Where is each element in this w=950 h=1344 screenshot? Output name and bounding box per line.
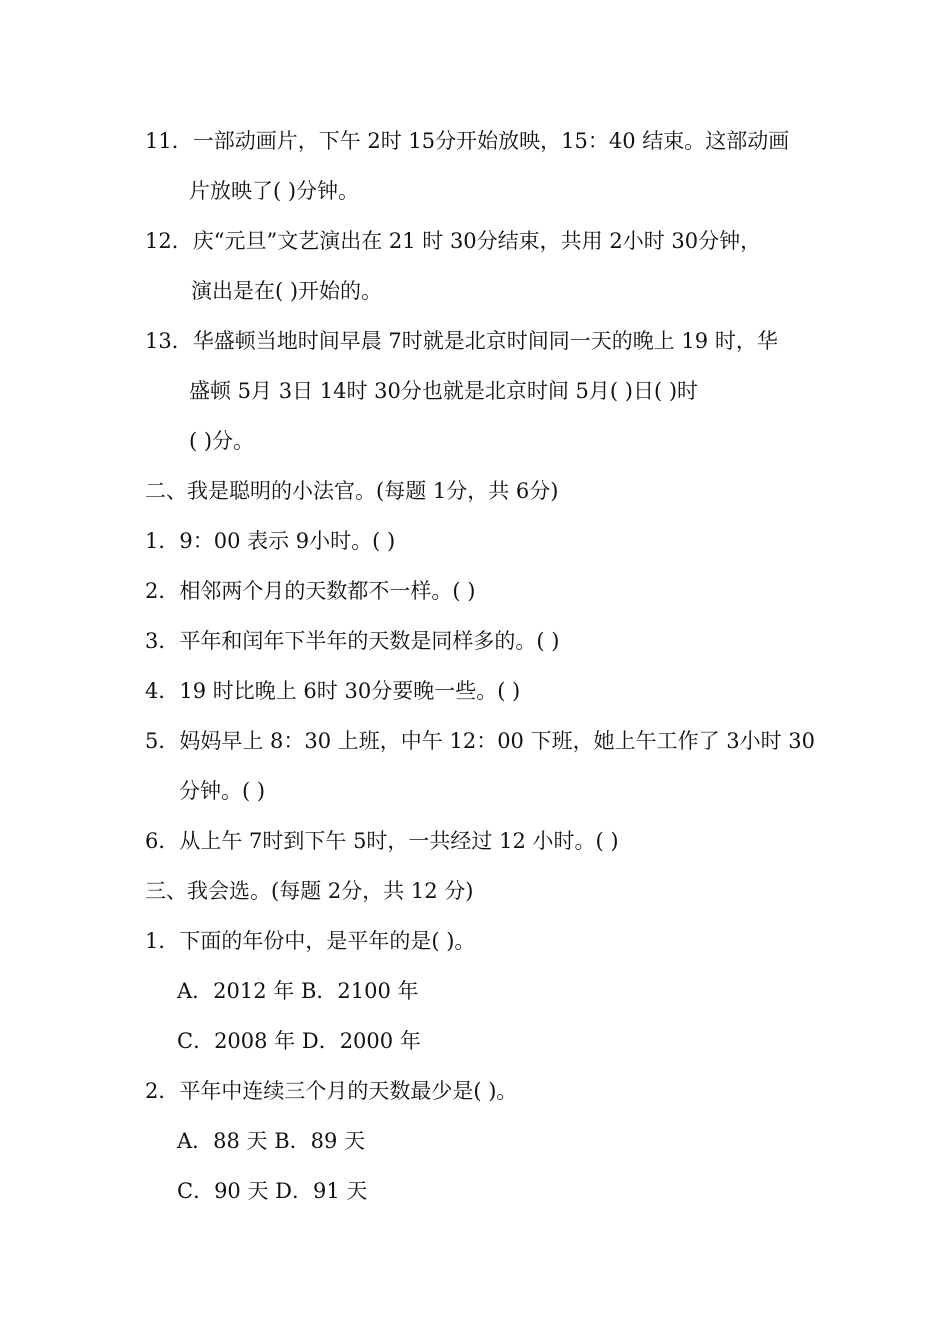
choice-q2-options-cd: C．90 天 D．91 天 [177,1179,368,1203]
choice-q1-options-cd: C．2008 年 D．2000 年 [177,1029,421,1053]
judge-q6: 6．从上午 7时到下午 5时，一共经过 12 小时。( ) [145,829,619,853]
judge-q5-line2: 分钟。( ) [179,779,266,803]
section-3-heading: 三、我会选。(每题 2分，共 12 分) [145,879,474,903]
q13-line1: 13．华盛顿当地时间早晨 7时就是北京时间同一天的晚上 19 时，华 [145,329,778,353]
judge-q1: 1．9：00 表示 9小时。( ) [145,529,396,553]
judge-q3: 3．平年和闰年下半年的天数是同样多的。( ) [145,629,560,653]
choice-q2-options-ab: A．88 天 B．89 天 [177,1129,366,1153]
judge-q5-line1: 5．妈妈早上 8：30 上班，中午 12：00 下班，她上午工作了 3小时 30 [145,729,816,753]
choice-q1: 1．下面的年份中，是平年的是( )。 [145,929,476,953]
judge-q4: 4．19 时比晚上 6时 30分要晚一些。( ) [145,679,521,703]
judge-q2: 2．相邻两个月的天数都不一样。( ) [145,579,476,603]
choice-q2: 2．平年中连续三个月的天数最少是( )。 [145,1079,518,1103]
q11-line2: 片放映了( )分钟。 [189,179,360,203]
q11-line1: 11．一部动画片，下午 2时 15分开始放映，15：40 结束。这部动画 [145,129,790,153]
q13-line3: ( )分。 [189,429,255,453]
choice-q1-options-ab: A．2012 年 B．2100 年 [177,979,419,1003]
q12-line1: 12．庆“元旦”文艺演出在 21 时 30分结束，共用 2小时 30分钟， [145,229,762,253]
q12-line2: 演出是在( )开始的。 [191,279,383,303]
q13-line2: 盛顿 5月 3日 14时 30分也就是北京时间 5月( )日( )时 [189,379,699,403]
section-2-heading: 二、我是聪明的小法官。(每题 1分，共 6分) [145,479,559,503]
